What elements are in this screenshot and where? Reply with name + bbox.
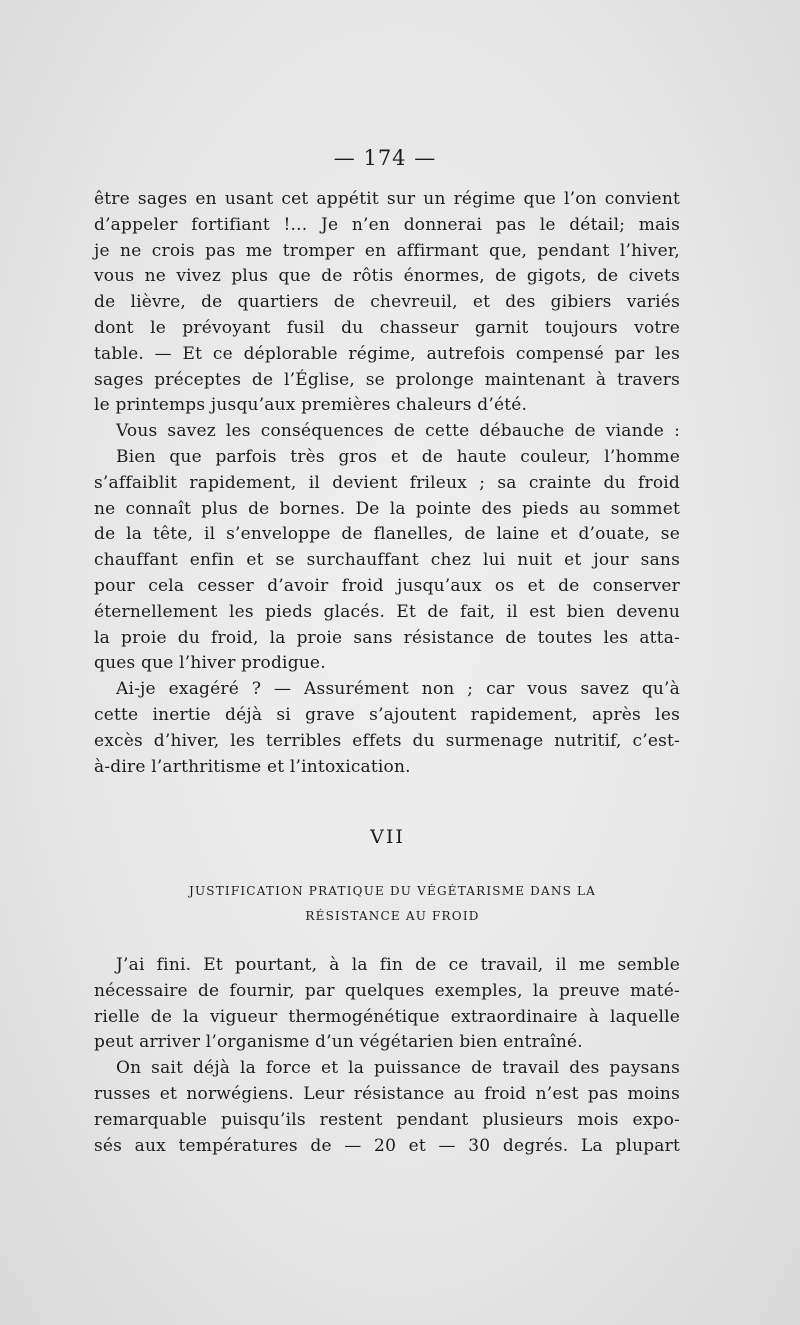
page-number: — 174 — [333, 146, 437, 170]
text-line: la proie du froid, la proie sans résistance de toutes les atta- [94, 627, 680, 648]
text-line: sages préceptes de l’Église, se prolonge maintenant à travers [94, 369, 680, 390]
text-line: dont le prévoyant fusil du chasseur garnit toujours votre [94, 317, 680, 338]
text-line: de lièvre, de quartiers de chevreuil, et des gibiers variés [94, 292, 680, 313]
text-line: ques que l’hiver prodigue. [94, 653, 326, 674]
text-line: de la tête, il s’enveloppe de flanelles, de laine et d’ouate, se [94, 524, 680, 545]
text-line: excès d’hiver, les terribles effets du surmenage nutritif, c’est- [94, 730, 680, 751]
text-line: le printemps jusqu’aux premières chaleurs d’été. [94, 395, 528, 416]
body-text-bottom [94, 953, 680, 1159]
text-line: peut arriver l’organisme d’un végétarien bien entraîné. [94, 1032, 583, 1053]
text-line: ne connaît plus de bornes. De la pointe des pieds au sommet [94, 498, 680, 519]
text-line: d’appeler fortifiant !... Je n’en donnerai pas le détail; mais [94, 214, 680, 235]
section-title-line-1: JUSTIFICATION PRATIQUE DU VÉGÉTARISME DANS LA [188, 884, 597, 898]
text-line: Bien que parfois très gros et de haute couleur, l’homme [116, 446, 680, 467]
text-line: remarquable puisqu’ils restent pendant plusieurs mois expo- [94, 1109, 680, 1130]
text-line: Vous savez les conséquences de cette débauche de viande : [116, 421, 680, 442]
text-line: cette inertie déjà si grave s’ajoutent rapidement, après les [94, 704, 680, 725]
text-line: être sages en usant cet appétit sur un régime que l’on convient [94, 189, 680, 209]
text-line: sés aux températures de — 20 et — 30 degrés. La plupart [94, 1135, 680, 1156]
section-title-line-2: RÉSISTANCE AU FROID [305, 909, 480, 923]
text-line: J’ai fini. Et pourtant, à la fin de ce travail, il me semble [116, 955, 680, 975]
text-line: russes et norwégiens. Leur résistance au froid n’est pas moins [94, 1083, 680, 1104]
text-line: s’affaiblit rapidement, il devient frileux ; sa crainte du froid [94, 472, 680, 493]
text-line: On sait déjà la force et la puissance de travail des paysans [116, 1058, 680, 1079]
text-line: rielle de la vigueur thermogénétique extraordinaire à laquelle [94, 1006, 680, 1027]
text-line: table. — Et ce déplorable régime, autrefois compensé par les [94, 343, 680, 364]
text-line: pour cela cesser d’avoir froid jusqu’aux os et de conserver [94, 575, 680, 596]
text-line: à-dire l’arthritisme et l’intoxication. [94, 756, 411, 777]
text-line: Ai-je exagéré ? — Assurément non ; car vous savez qu’à [116, 679, 680, 700]
text-line: je ne crois pas me tromper en affirmant que, pendant l’hiver, [94, 240, 680, 261]
text-line: éternellement les pieds glacés. Et de fait, il est bien devenu [94, 601, 680, 622]
text-line: nécessaire de fournir, par quelques exemples, la preuve maté- [94, 980, 680, 1001]
text-line: vous ne vivez plus que de rôtis énormes, de gigots, de civets [94, 266, 680, 287]
body-text-top [94, 187, 680, 780]
text-line: chauffant enfin et se surchauffant chez lui nuit et jour sans [94, 550, 680, 571]
section-number: VII [370, 826, 405, 848]
